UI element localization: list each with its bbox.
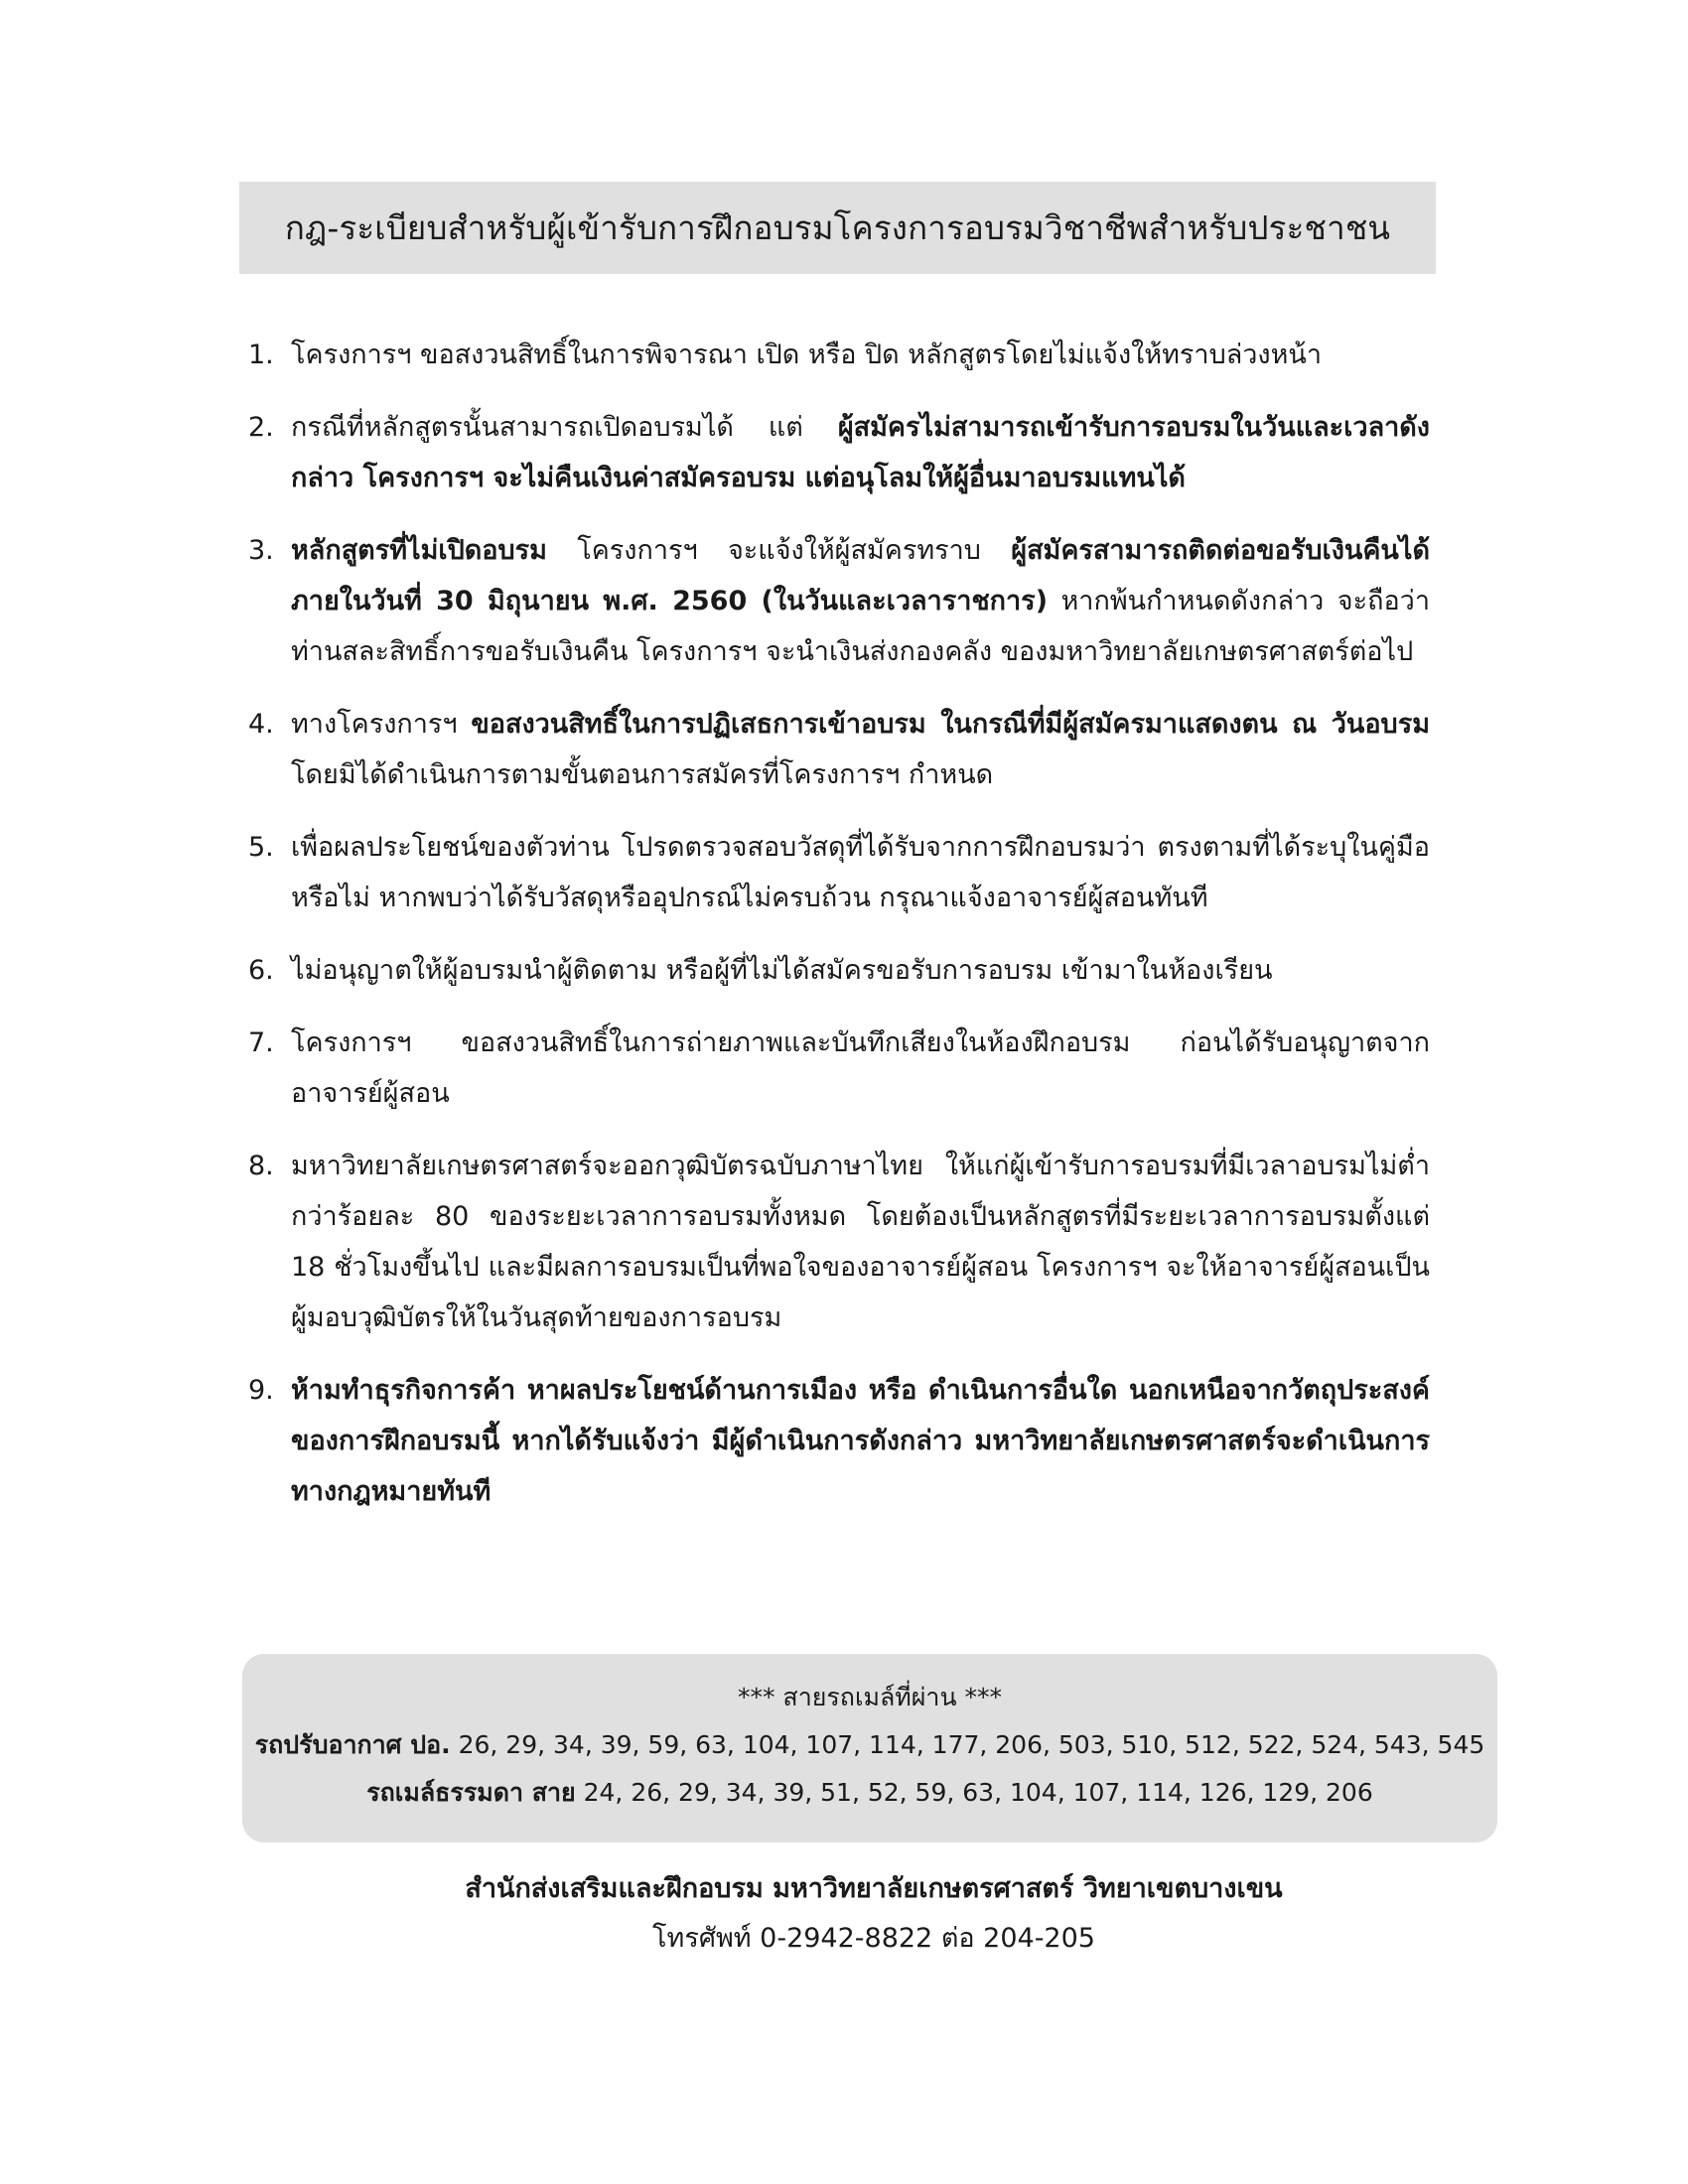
rule-text-bold: ขอสงวนสิทธิ์ในการปฏิเสธการเข้าอบรม ในกรณีที่มีผู้สมัครมาแสดงตน ณ วันอบรม [471, 709, 1430, 740]
footer-organization: สำนักส่งเสริมและฝึกอบรม มหาวิทยาลัยเกษตรศาสตร์ วิทยาเขตบางเขน [465, 1873, 1283, 1904]
rule-number: 4. [248, 709, 274, 740]
aircon-bus-line [242, 1721, 1497, 1769]
rule-text-bold: ผู้สมัครไม่สามารถเข้ารับการอบรมในวันและเวลาดังกล่าว โครงการฯ จะไม่คืนเงินค่าสมัครอบรม แต่อนุโลมให้ผู้อื่นมาอบรมแทนได้ [291, 412, 1430, 493]
rule-item [248, 525, 1430, 677]
rule-number: 8. [248, 1151, 274, 1181]
rule-item [248, 822, 1430, 923]
footer [248, 1864, 1499, 1964]
page-title: กฎ-ระเบียบสำหรับผู้เข้ารับการฝึกอบรมโครงการอบรมวิชาชีพสำหรับประชาชน [284, 208, 1391, 247]
aircon-bus-routes: 26, 29, 34, 39, 59, 63, 104, 107, 114, 177, 206, 503, 510, 512, 522, 524, 543, 545 [458, 1730, 1485, 1759]
footer-phone: โทรศัพท์ 0-2942-8822 ต่อ 204-205 [652, 1923, 1095, 1954]
rule-item [248, 1365, 1430, 1517]
rule-number: 2. [248, 412, 274, 443]
rule-text: กรณีที่หลักสูตรนั้นสามารถเปิดอบรมได้ แต่ [291, 412, 838, 443]
rule-text: หากพ้นกำหนดดังกล่าว จะถือว่าท่านสละสิทธิ์การขอรับเงินคืน โครงการฯ จะนำเงินส่งกองคลัง ของมหาวิทยาลัยเกษตรศาสตร์ต่อไป [291, 586, 1430, 667]
aircon-bus-label: รถปรับอากาศ ปอ. [254, 1730, 451, 1759]
rule-item [248, 699, 1430, 800]
rule-number: 5. [248, 832, 274, 863]
rule-number: 3. [248, 535, 274, 566]
rule-number: 9. [248, 1375, 274, 1406]
regular-bus-label: รถเมล์ธรรมดา สาย [366, 1778, 576, 1807]
bus-heading: *** สายรถเมล์ที่ผ่าน *** [737, 1683, 1002, 1711]
rule-item [248, 402, 1430, 503]
regular-bus-line [242, 1769, 1497, 1817]
rule-text: โครงการฯ ขอสงวนสิทธิ์ในการพิจารณา เปิด หรือ ปิด หลักสูตรโดยไม่แจ้งให้ทราบล่วงหน้า [291, 340, 1323, 370]
rule-item [248, 1018, 1430, 1119]
rule-item [248, 1141, 1430, 1343]
regular-bus-routes: 24, 26, 29, 34, 39, 51, 52, 59, 63, 104, 107, 114, 126, 129, 206 [583, 1778, 1373, 1807]
rule-text: โครงการฯ ขอสงวนสิทธิ์ในการถ่ายภาพและบันทึกเสียงในห้องฝึกอบรม ก่อนได้รับอนุญาตจากอาจารย์ผู้สอน [291, 1027, 1430, 1109]
rules-list [248, 330, 1430, 1539]
bus-routes-box [242, 1654, 1497, 1843]
rule-text-bold: หลักสูตรที่ไม่เปิดอบรม [291, 535, 547, 566]
rule-number: 1. [248, 340, 274, 370]
rule-text: ไม่อนุญาตให้ผู้อบรมนำผู้ติดตาม หรือผู้ที่ไม่ได้สมัครขอรับการอบรม เข้ามาในห้องเรียน [291, 955, 1273, 986]
rule-item [248, 330, 1430, 380]
rule-text: โดยมิได้ดำเนินการตามขั้นตอนการสมัครที่โครงการฯ กำหนด [291, 759, 994, 790]
rule-text: โครงการฯ จะแจ้งให้ผู้สมัครทราบ [546, 535, 1012, 566]
title-banner [239, 182, 1436, 274]
rule-text: เพื่อผลประโยชน์ของตัวท่าน โปรดตรวจสอบวัสดุที่ได้รับจากการฝึกอบรมว่า ตรงตามที่ได้ระบุในคู่มือหรือไม่ หากพบว่าได้รับวัสดุหรืออุปกรณ์ไม่ครบถ้วน กรุณาแจ้งอาจารย์ผู้สอนทันที [291, 832, 1430, 913]
rule-text: มหาวิทยาลัยเกษตรศาสตร์จะออกวุฒิบัตรฉบับภาษาไทย ให้แก่ผู้เข้ารับการอบรมที่มีเวลาอบรมไม่ต่ำกว่าร้อยละ 80 ของระยะเวลาการอบรมทั้งหมด โดยต้องเป็นหลักสูตรที่มีระยะเวลาการอบรมตั้งแต่ 18 ชั่วโมงขึ้นไป และมีผลการอบรมเป็นที่พอใจของอาจารย์ผู้สอน โครงการฯ จะให้อาจารย์ผู้สอนเป็นผู้มอบวุฒิบัตรให้ในวันสุดท้ายของการอบรม [291, 1151, 1430, 1333]
rule-text: ทางโครงการฯ [291, 709, 472, 740]
rule-number: 7. [248, 1027, 274, 1058]
rule-number: 6. [248, 955, 274, 986]
rule-text-bold: ผู้สมัครสามารถติดต่อขอรับเงินคืนได้ภายในวันที่ 30 มิถุนายน พ.ศ. 2560 (ในวันและเวลาราชการ) [291, 535, 1430, 616]
rule-item [248, 945, 1430, 996]
rule-text-bold: ห้ามทำธุรกิจการค้า หาผลประโยชน์ด้านการเมือง หรือ ดำเนินการอื่นใด นอกเหนือจากวัตถุประสงค์ของการฝึกอบรมนี้ หากได้รับแจ้งว่า มีผู้ดำเนินการดังกล่าว มหาวิทยาลัยเกษตรศาสตร์จะดำเนินการทางกฎหมายทันที [291, 1375, 1430, 1507]
